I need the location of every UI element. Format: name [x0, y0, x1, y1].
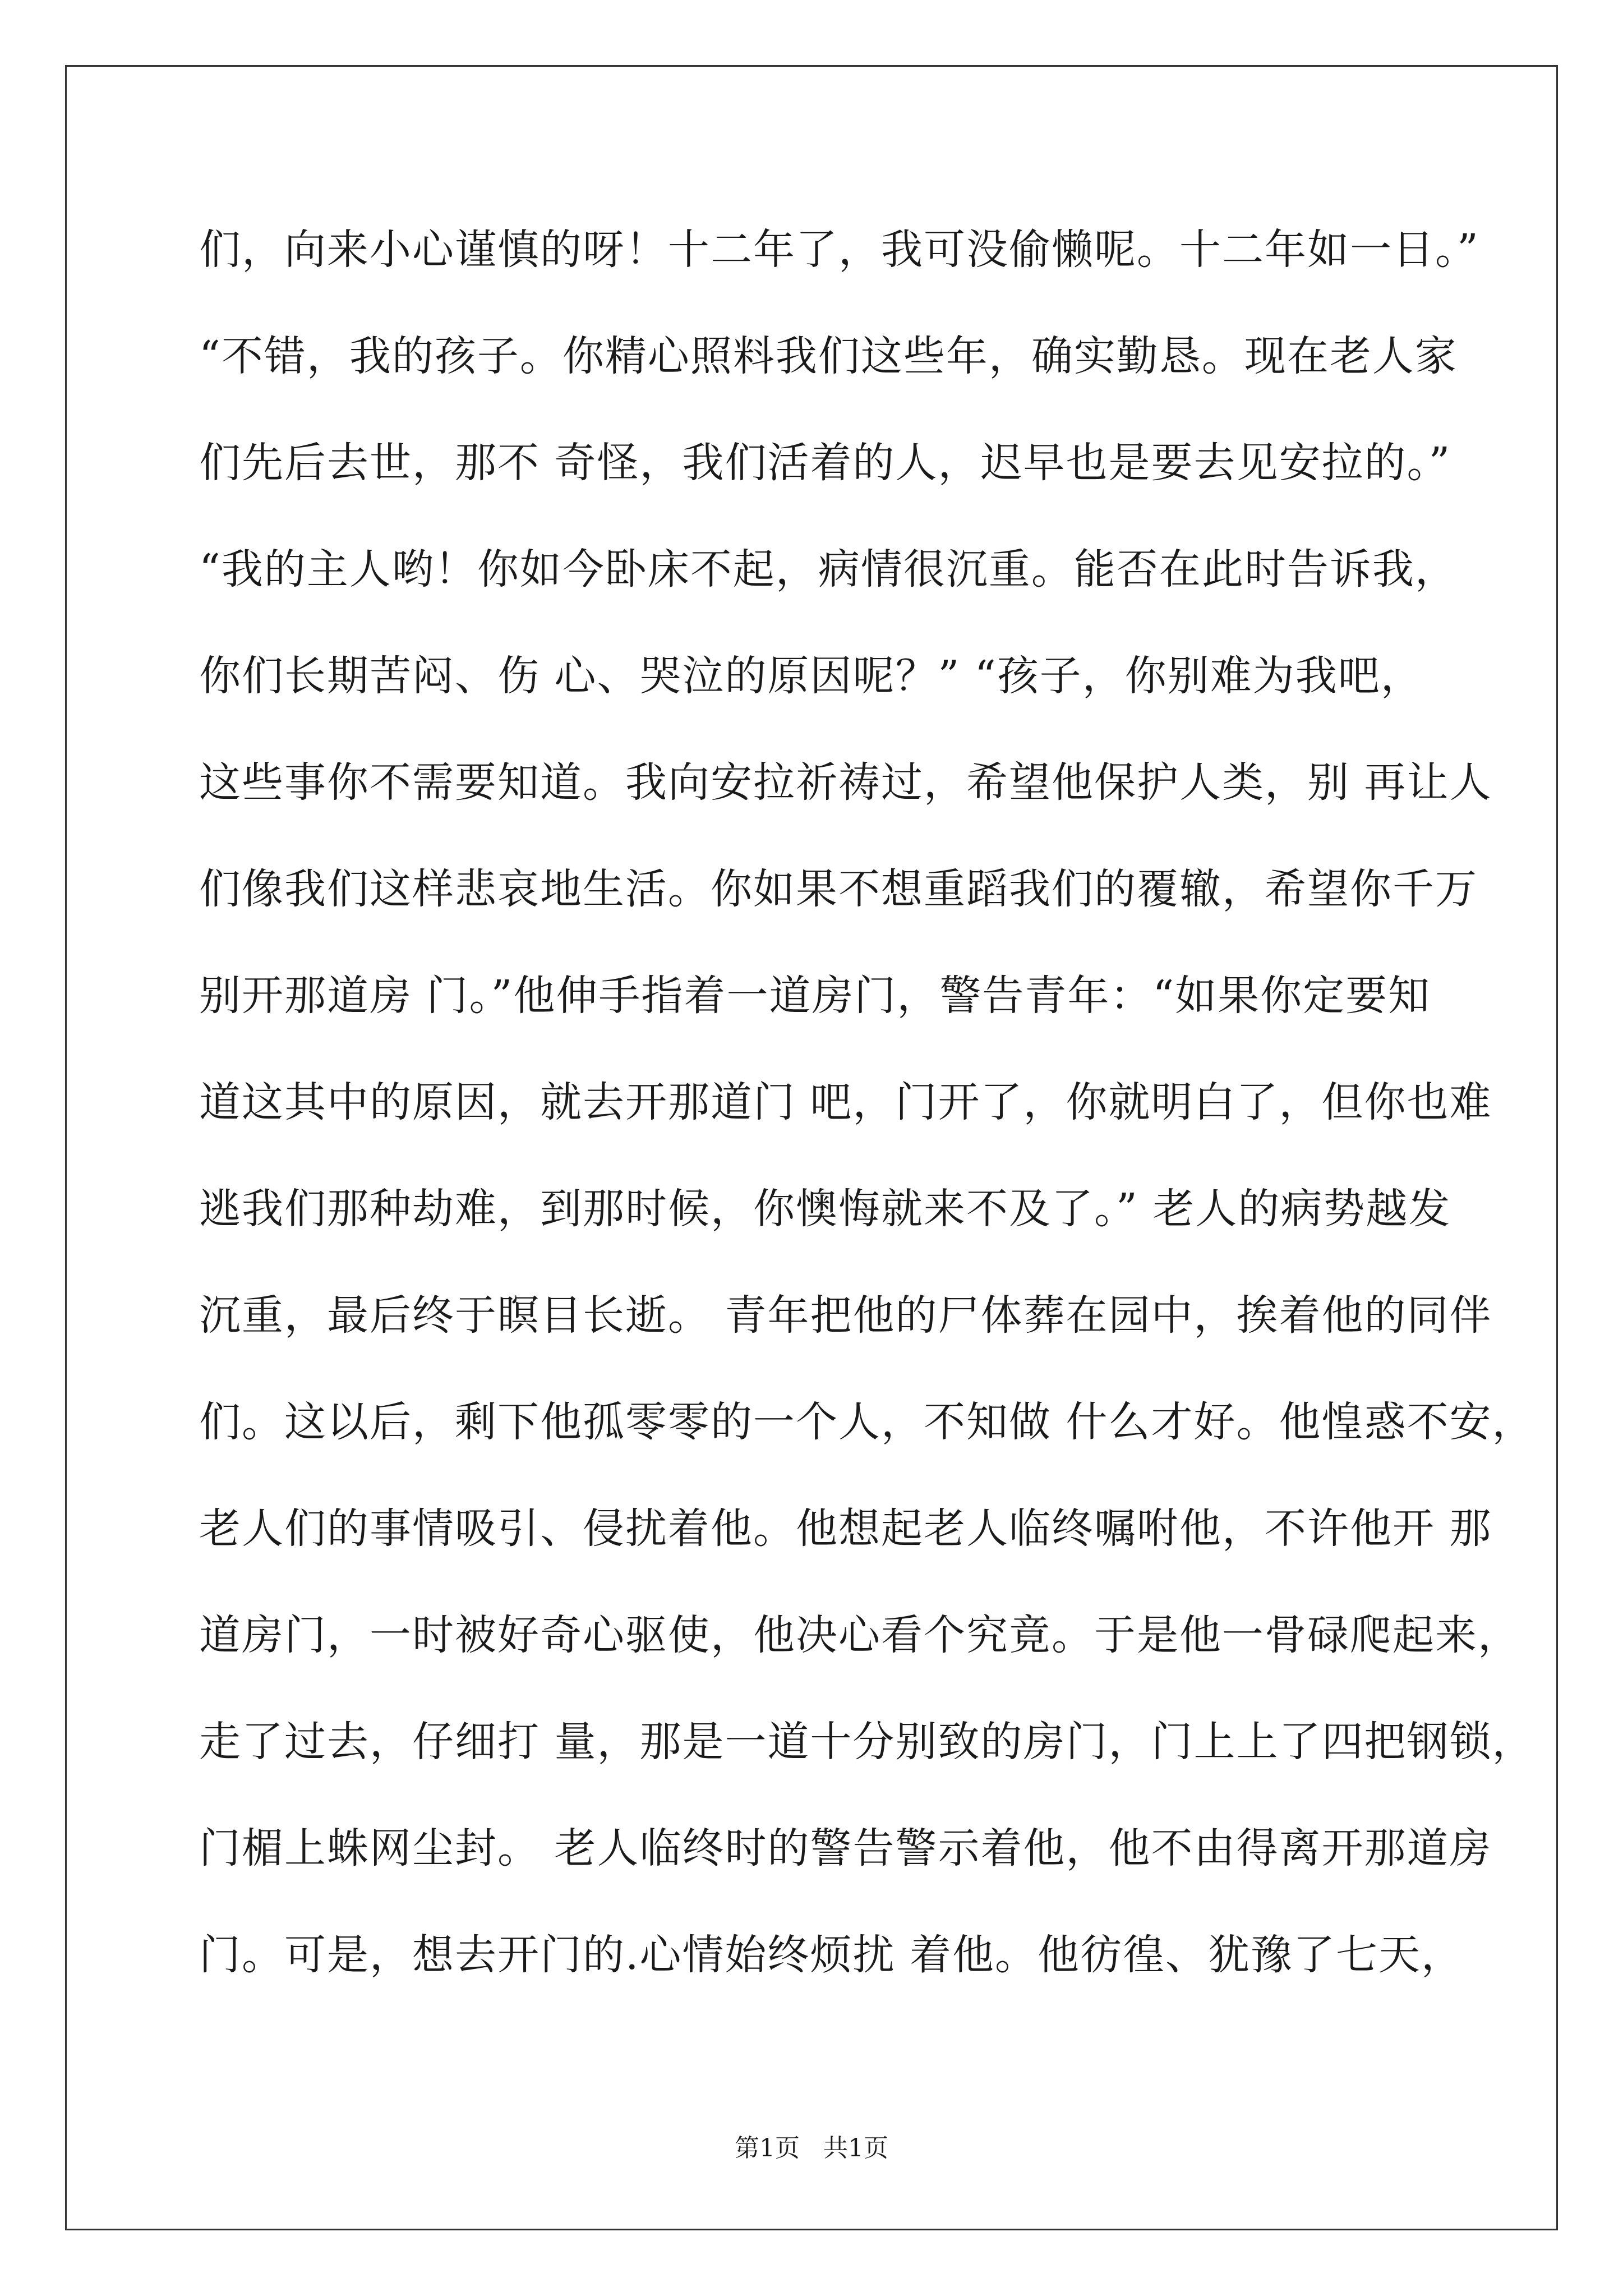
text-line: “不错，我的孩子。你精心照料我们这些年，确实勤恳。现在老人家: [199, 332, 1458, 380]
text-line: 们，向来小心谨慎的呀！十二年了，我可没偷懒呢。十二年如一日。”: [199, 226, 1479, 274]
text-line: 道这其中的原因，就去开那道门 吧，门开了，你就明白了，但你也难: [199, 1078, 1492, 1126]
text-line: 走了过去，仔细打 量，那是一道十分别致的房门，门上上了四把钢锁，: [199, 1718, 1535, 1766]
text-line: 们。这以后，剩下他孤零零的一个人，不知做 什么才好。他惶惑不安，: [199, 1398, 1535, 1446]
text-line: 老人们的事情吸引、侵扰着他。他想起老人临终嘱咐他，不许他开 那: [199, 1504, 1492, 1553]
text-line: 别开那道房 门。”他伸手指着一道房门，警告青年：“如果你定要知: [199, 972, 1431, 1020]
text-line: 门。可是，想去开门的.心情始终烦扰 着他。他彷徨、犹豫了七天，: [199, 1931, 1464, 1979]
text-line: 门楣上蛛网尘封。 老人临终时的警告警示着他，他不由得离开那道房: [199, 1824, 1492, 1872]
text-line: 你们长期苦闷、伤 心、哭泣的原因呢？” “孩子，你别难为我吧，: [199, 652, 1423, 700]
document-body: [199, 196, 1535, 2008]
text-line: 逃我们那种劫难，到那时候，你懊悔就来不及了。” 老人的病势越发: [199, 1185, 1451, 1233]
text-line: 们像我们这样悲哀地生活。你如果不想重蹈我们的覆辙，希望你千万: [199, 865, 1478, 913]
text-line: “我的主人哟！你如今卧床不起，病情很沉重。能否在此时告诉我，: [199, 545, 1458, 593]
text-line: 们先后去世，那不 奇怪，我们活着的人，迟早也是要去见安拉的。”: [199, 439, 1451, 487]
text-line: 道房门，一时被好奇心驱使，他决心看个究竟。于是他一骨碌爬起来，: [199, 1611, 1520, 1659]
text-line: 这些事你不需要知道。我向安拉祈祷过，希望他保护人类，别 再让人: [199, 758, 1492, 807]
text-line: 沉重，最后终于瞑目长逝。 青年把他的尸体葬在园中，挨着他的同伴: [199, 1291, 1492, 1340]
page-number-footer: 第1页 共1页: [735, 2134, 888, 2162]
